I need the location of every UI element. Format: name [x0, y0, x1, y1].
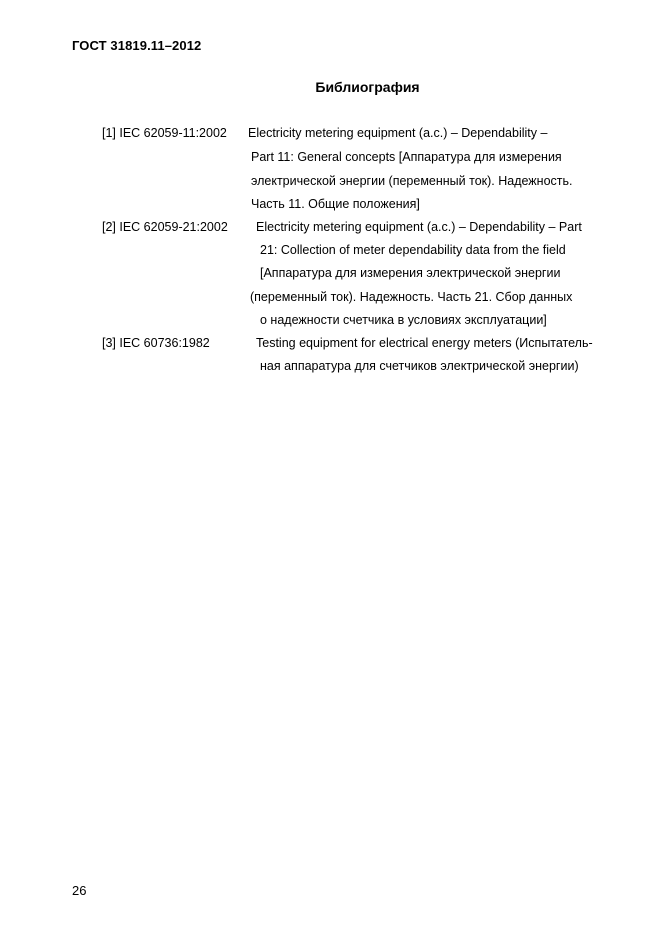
reference-2-line-5: о надежности счетчика в условиях эксплуатации]	[260, 313, 547, 327]
reference-3-line-1: Testing equipment for electrical energy meters (Испытатель-	[256, 336, 593, 350]
reference-3-label: [3] IEC 60736:1982	[102, 336, 210, 350]
reference-2-label: [2] IEC 62059-21:2002	[102, 220, 228, 234]
reference-1-line-2: Part 11: General concepts [Аппаратура для измерения	[251, 150, 562, 164]
reference-1-line-3: электрической энергии (переменный ток). Надежность.	[251, 174, 573, 188]
reference-1-line-1: Electricity metering equipment (a.c.) – Dependability –	[248, 126, 548, 140]
bibliography-title: Библиография	[315, 79, 420, 95]
reference-2-line-2: 21: Collection of meter dependability data from the field	[260, 243, 566, 257]
reference-2-line-1: Electricity metering equipment (a.c.) – Dependability – Part	[256, 220, 582, 234]
reference-2-line-3: [Аппаратура для измерения электрической энергии	[260, 266, 561, 280]
page-number: 26	[72, 883, 87, 898]
reference-1-line-4: Часть 11. Общие положения]	[251, 197, 420, 211]
reference-2-line-4: (переменный ток). Надежность. Часть 21. Сбор данных	[250, 290, 573, 304]
reference-3-line-2: ная аппаратура для счетчиков электрической энергии)	[260, 359, 579, 373]
document-header-number: ГОСТ 31819.11–2012	[72, 38, 202, 53]
reference-1-label: [1] IEC 62059-11:2002	[102, 126, 227, 140]
